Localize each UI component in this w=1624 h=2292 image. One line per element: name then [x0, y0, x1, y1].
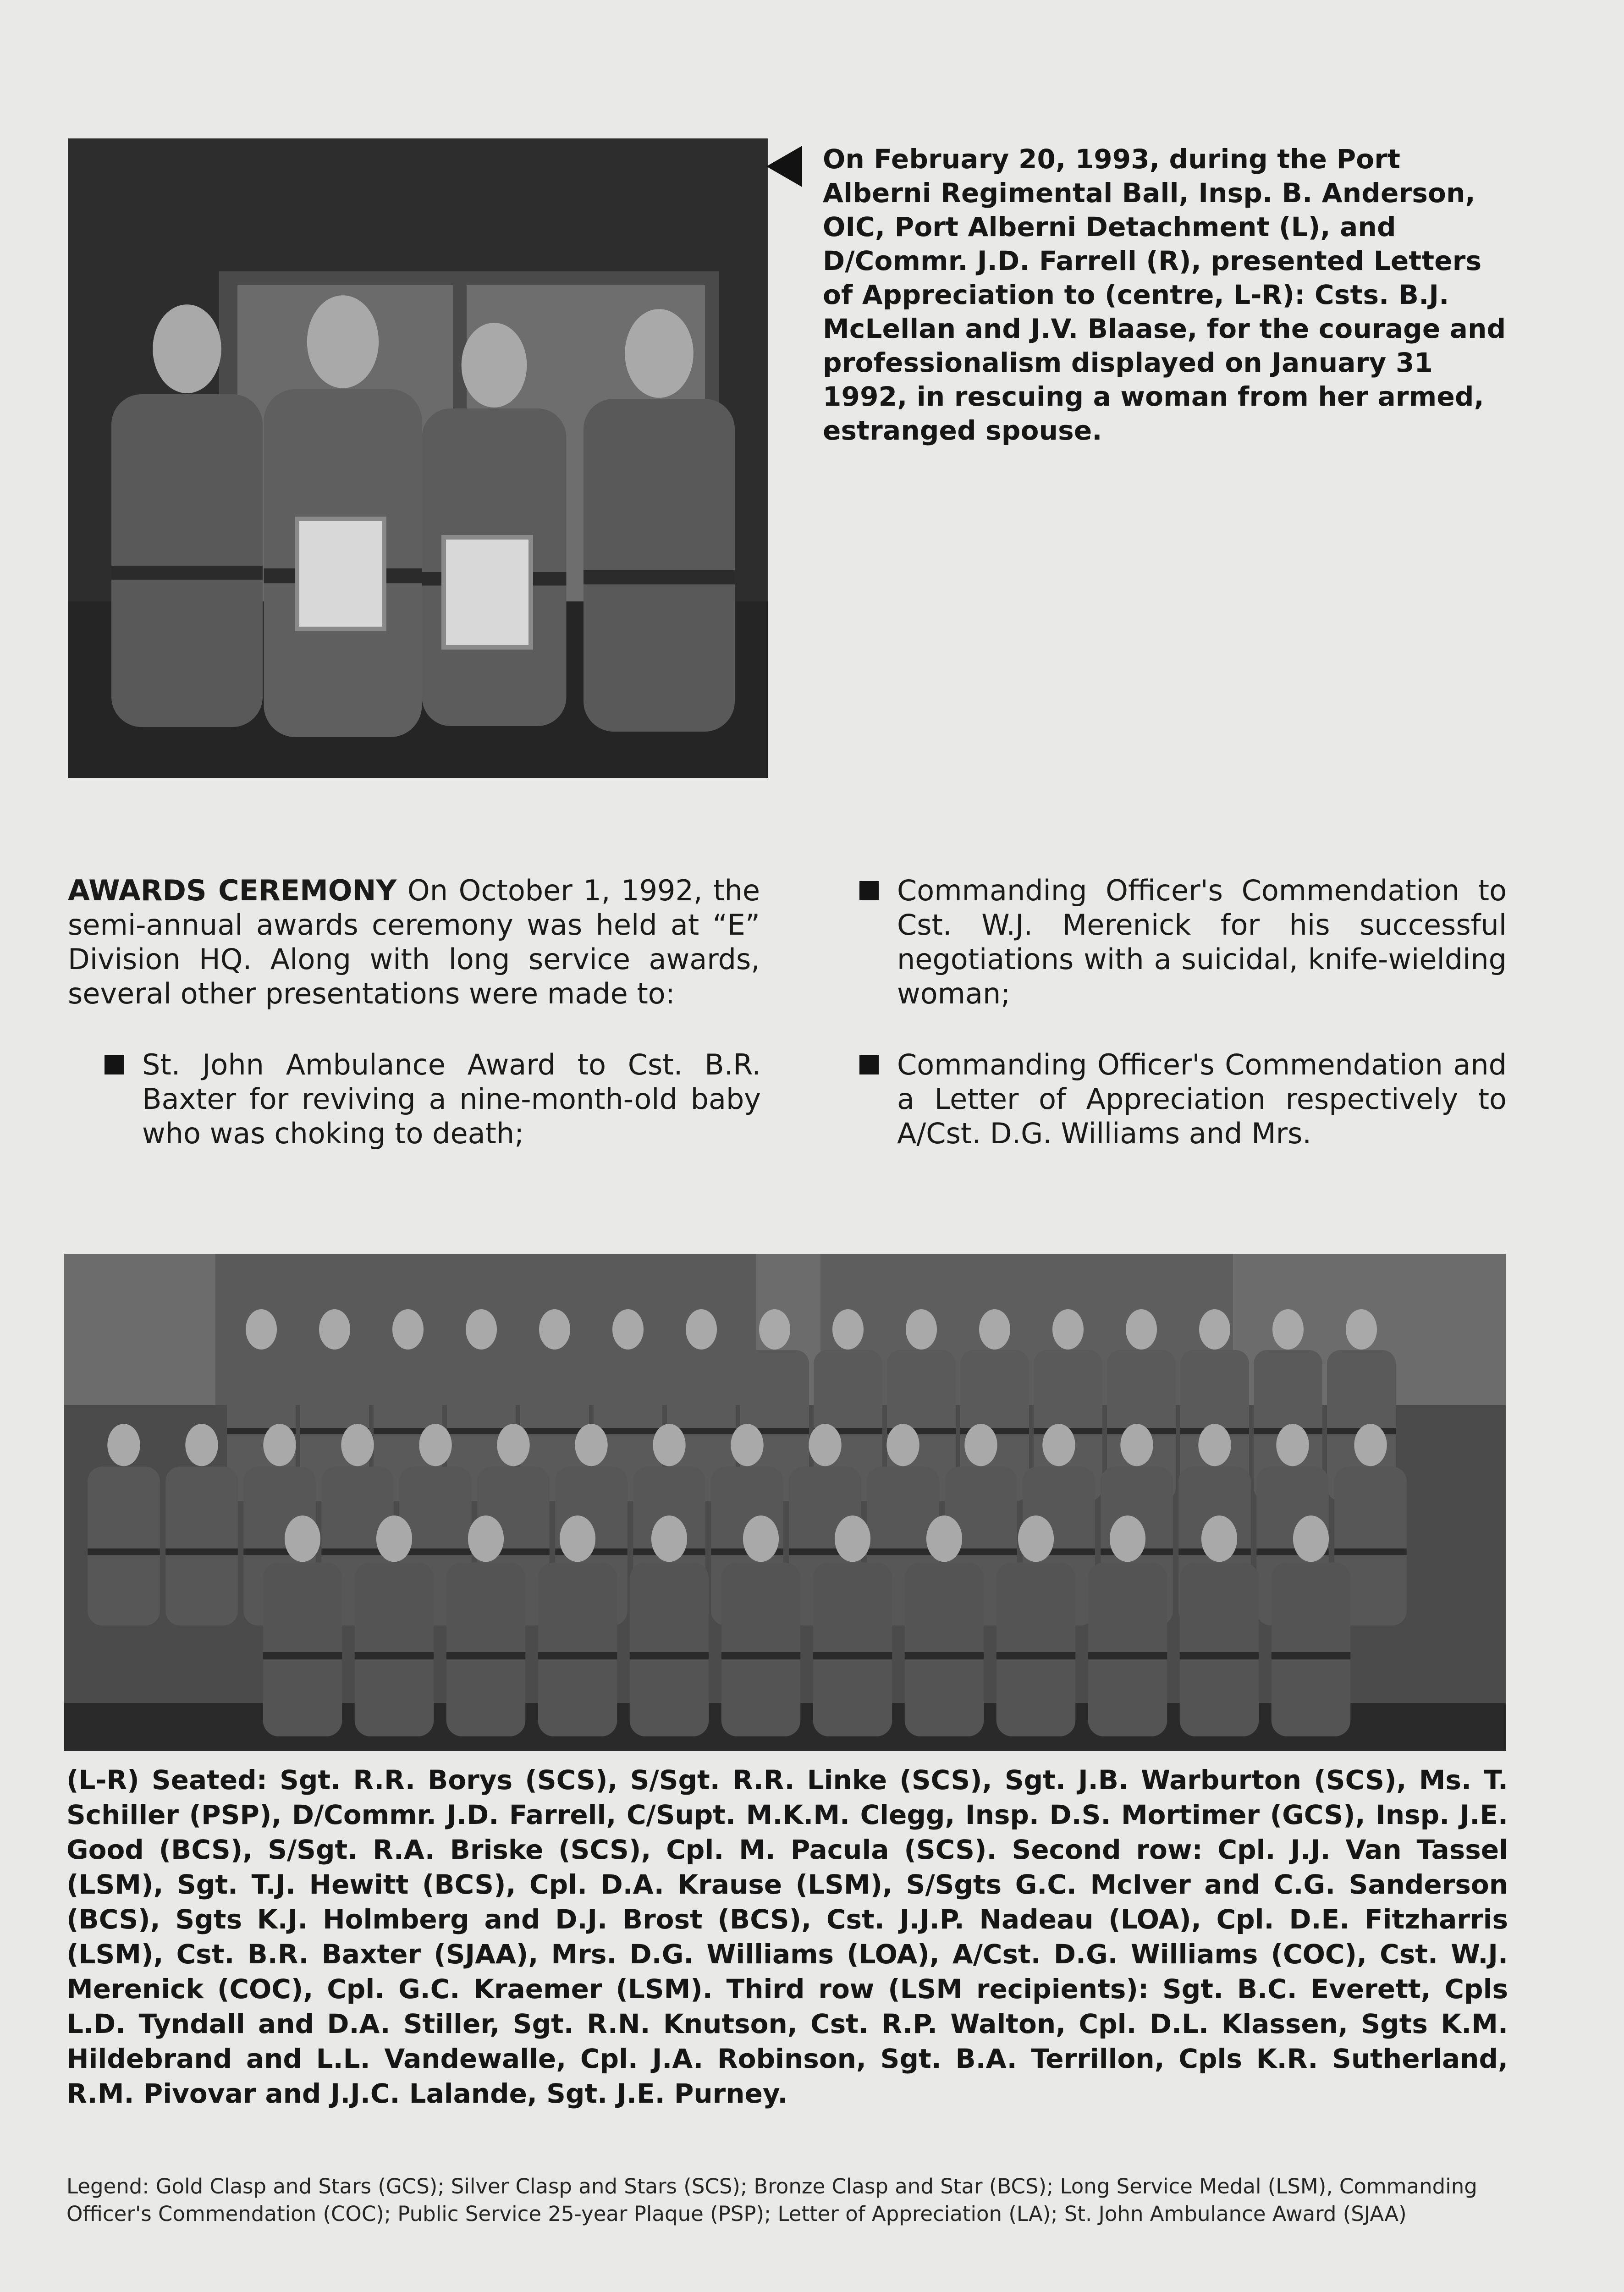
group-photo-image [64, 1254, 1506, 1751]
group-photo-caption: (L-R) Seated: Sgt. R.R. Borys (SCS), S/Sgt. R.R. Linke (SCS), Sgt. J.B. Warburton (SCS), Ms. T. Schiller (PSP), D/Commr. J.D. Farrell, C/Supt. M.K.M. Clegg, Insp. D.S. Mortimer (GCS), Insp. J.E. Good (BCS), S/Sgt. R.A. Briske (SCS), Cpl. M. Pacula (SCS). Second row: Cpl. J.J. Van Tassel (LSM), Sgt. T.J. Hewitt (BCS), Cpl. D.A. Krause (LSM), S/Sgts G.C. McIver and C.G. Sanderson (BCS), Sgts K.J. Holmberg and D.J. Brost (BCS), Cst. J.J.P. Nadeau (LOA), Cpl. D.E. Fitzharris (LSM), Cst. B.R. Baxter (SJAA), Mrs. D.G. Williams (LOA), A/Cst. D.G. Williams (COC), Cst. W.J. Merenick (COC), Cpl. G.C. Kraemer (LSM). Third row (LSM recipients): Sgt. B.C. Everett, Cpls L.D. Tyndall and D.A. Stiller, Sgt. R.N. Knutson, Cst. R.P. Walton, Cpl. D.L. Klassen, Sgts K.M. Hildebrand and L.L. Vandewalle, Cpl. J.A. Robinson, Sgt. B.A. Terrillon, Cpls K.R. Sutherland, R.M. Pivovar and J.J.C. Lalande, Sgt. J.E. Purney. [66, 1764, 1508, 2109]
top-photo-image [68, 138, 768, 778]
framed-letter [297, 519, 384, 629]
top-photo-caption: On February 20, 1993, during the Port Alberni Regimental Ball, Insp. B. Anderson, OIC, Port Alberni Detachment (L), and D/Commr. J.D. Farrell (R), presented Letters of Appreciation to (centre, L-R): Csts. B.J. McLellan and J.V. Blaase, for the courage and professionalism displayed on January 31 1992, in rescuing a woman from her armed, estranged spouse. [823, 143, 1506, 446]
group-photo [64, 1254, 1506, 1751]
bullet-square-icon [859, 1055, 879, 1074]
article-intro [68, 873, 760, 1011]
framed-letter [444, 537, 531, 647]
bullet-text: St. John Ambulance Award to Cst. B.R. Baxter for reviving a nine-month-old baby who was choking to death; [142, 1048, 761, 1150]
top-photo [68, 138, 768, 778]
bullet-square-icon [105, 1055, 124, 1074]
article-intro-text: On October 1, 1992, the semi-annual awards ceremony was held at “E” Division HQ. Along with long service awards, several other presentations were made to: [68, 874, 760, 1010]
article-heading: AWARDS CEREMONY [68, 874, 397, 907]
bullet-text: Commanding Officer's Commendation to Cst. W.J. Merenick for his successful negotiations with a suicidal, knife-wielding woman; [897, 874, 1507, 1010]
bullet-text: Commanding Officer's Commendation and a Letter of Appreciation respectively to A/Cst. D.G. Williams and Mrs. [897, 1048, 1507, 1150]
legend: Legend: Gold Clasp and Stars (GCS); Silver Clasp and Stars (SCS); Bronze Clasp and Star (BCS); Long Service Medal (LSM), Commanding Officer's Commendation (COC); Public Service 25-year Plaque (PSP); Letter of Appreciation (LA); St. John Ambulance Award (SJAA) [66, 2174, 1477, 2226]
bullet-square-icon [859, 881, 879, 900]
pointer-arrow-icon [766, 146, 802, 187]
